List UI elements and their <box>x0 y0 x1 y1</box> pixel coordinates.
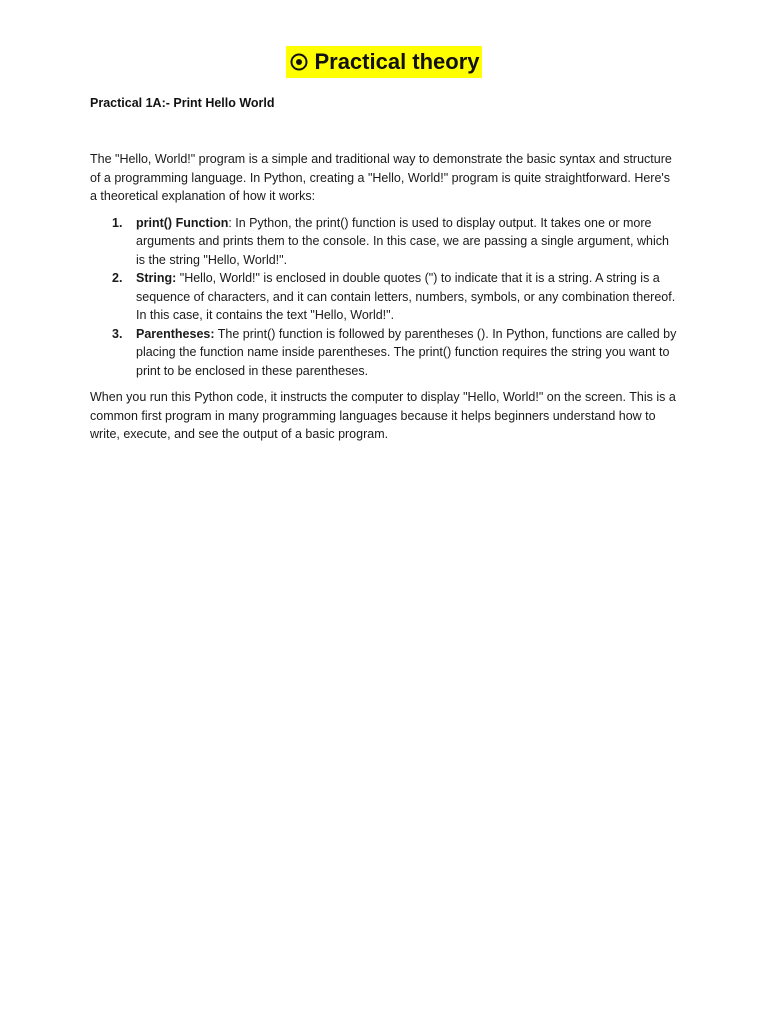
title-wrapper <box>90 0 768 78</box>
closing-paragraph: When you run this Python code, it instructs the computer to display "Hello, World!" on the screen. This is a common first program in many programming languages because it helps beginners understand how to write, execute, and see the output of a basic program. <box>90 390 676 441</box>
circle-dot-icon <box>290 53 308 71</box>
practical-heading: Practical 1A:- Print Hello World <box>90 96 275 110</box>
list-item <box>90 325 680 381</box>
intro-paragraph: The "Hello, World!" program is a simple and traditional way to demonstrate the basic syntax and structure of a programming language. In Python, creating a "Hello, World!" program is quite straightforward. Here's a theoretical explanation of how it works: <box>90 152 672 203</box>
page-title <box>286 46 481 78</box>
page-title-text: Practical theory <box>314 49 480 74</box>
list-item <box>90 269 680 325</box>
list-item-term: print() Function <box>136 215 229 230</box>
list-item-term: Parentheses: <box>136 326 215 341</box>
list-item-text: The print() function is followed by parentheses (). In Python, functions are called by placing the function name inside parentheses. The print() function requires the string you want to print to be enclosed in these parentheses. <box>136 326 677 378</box>
list-item-term: String: <box>136 271 177 285</box>
list-item-number: 2. <box>112 271 123 285</box>
list-item <box>90 214 680 270</box>
list-item-text: "Hello, World!" is enclosed in double quotes (") to indicate that it is a string. A string is a sequence of characters, and it can contain letters, numbers, symbols, or any combination thereof. In this case, it contains the text "Hello, World!". <box>136 271 676 322</box>
list-item-number: 1. <box>112 215 123 230</box>
explanation-list <box>90 214 680 381</box>
list-item-text: : In Python, the print() function is used to display output. It takes one or more arguments and prints them to the console. In this case, we are passing a single argument, which is the string "Hello, World!". <box>136 215 669 267</box>
list-item-number: 3. <box>112 326 123 341</box>
